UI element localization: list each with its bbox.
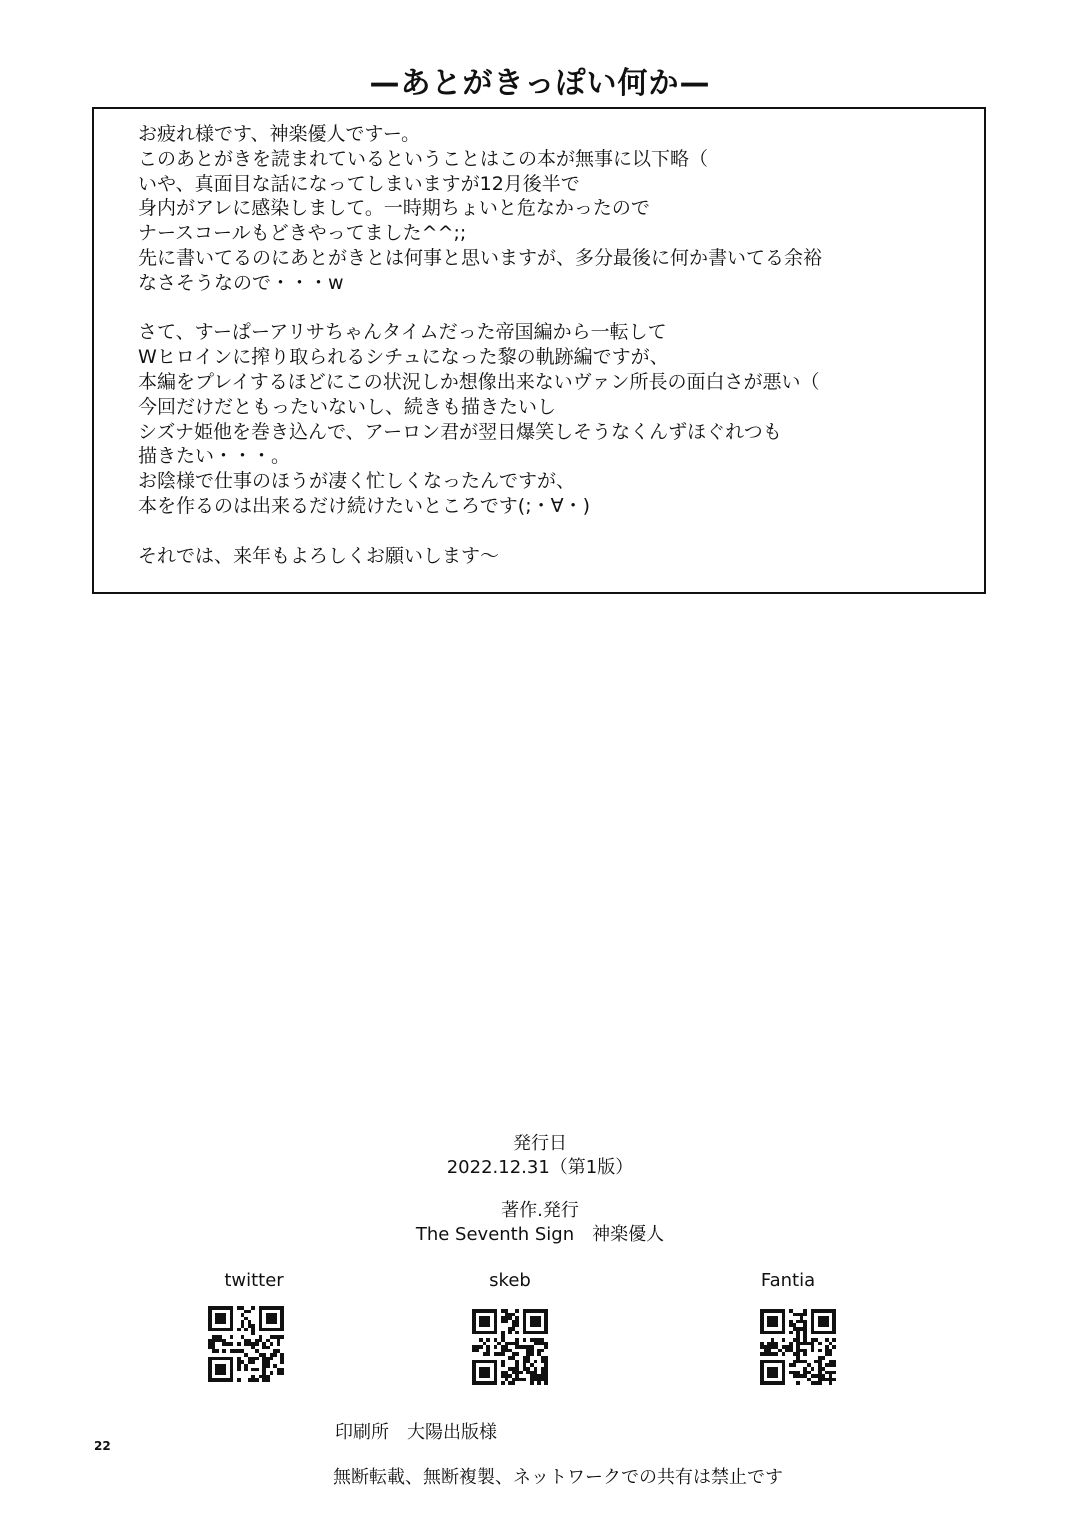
printer: 印刷所 大陽出版様 bbox=[335, 1422, 497, 1443]
afterword-text bbox=[138, 122, 958, 568]
fantia-label: Fantia bbox=[760, 1270, 816, 1291]
afterword-line: なさそうなので・・・w bbox=[138, 271, 344, 294]
afterword-line: お疲れ様です、神楽優人ですー。 bbox=[138, 123, 421, 145]
afterword-line: 本編をプレイするほどにこの状況しか想像出来ないヴァン所長の面白さが悪い（ bbox=[138, 370, 820, 393]
afterword-line: いや、真面目な話になってしまいますが12月後半で bbox=[138, 172, 580, 195]
skeb-label: skeb bbox=[489, 1270, 531, 1291]
afterword-line: ナースコールもどきやってました^^;; bbox=[138, 222, 467, 245]
twitter-qr-code-icon[interactable] bbox=[208, 1306, 284, 1382]
page-number: 22 bbox=[94, 1439, 111, 1453]
afterword-line bbox=[138, 519, 958, 544]
afterword-line: 今回だけだともったいないし、続きも描きたいし bbox=[138, 395, 557, 418]
afterword-line: 身内がアレに感染しまして。一時期ちょいと危なかったので bbox=[138, 197, 650, 220]
issue-date: 2022.12.31（第1版） bbox=[446, 1157, 634, 1178]
issue-date-label: 発行日 bbox=[513, 1133, 567, 1154]
afterword-line: お陰様で仕事のほうが凄く忙しくなったんですが、 bbox=[138, 470, 576, 493]
author-label: 著作.発行 bbox=[501, 1200, 579, 1221]
afterword-line: 本を作るのは出来るだけ続けたいところです(;・∀・) bbox=[138, 494, 591, 517]
author: The Seventh Sign 神楽優人 bbox=[415, 1224, 665, 1245]
afterword-line: さて、すーぱーアリサちゃんタイムだった帝国編から一転して bbox=[138, 321, 667, 344]
afterword-title: —あとがきっぽい何か— bbox=[369, 66, 711, 101]
afterword-line: シズナ姫他を巻き込んで、アーロン君が翌日爆笑しそうなくんずほぐれつも bbox=[138, 420, 782, 443]
copyright-notice: 無断転載、無断複製、ネットワークでの共有は禁止です bbox=[333, 1467, 783, 1488]
fantia-qr-code-icon[interactable] bbox=[760, 1309, 836, 1385]
afterword-line: Wヒロインに搾り取られるシチュになった黎の軌跡編ですが、 bbox=[138, 346, 669, 369]
afterword-line: 描きたい・・・。 bbox=[138, 445, 291, 468]
twitter-label: twitter bbox=[224, 1270, 284, 1291]
afterword-line: それでは、来年もよろしくお願いします～ bbox=[138, 544, 500, 567]
afterword-box bbox=[92, 107, 986, 594]
afterword-line: このあとがきを読まれているということはこの本が無事に以下略（ bbox=[138, 147, 709, 170]
afterword-line: 先に書いてるのにあとがきとは何事と思いますが、多分最後に何か書いてる余裕 bbox=[138, 246, 823, 269]
afterword-line bbox=[138, 296, 958, 321]
skeb-qr-code-icon[interactable] bbox=[472, 1309, 548, 1385]
